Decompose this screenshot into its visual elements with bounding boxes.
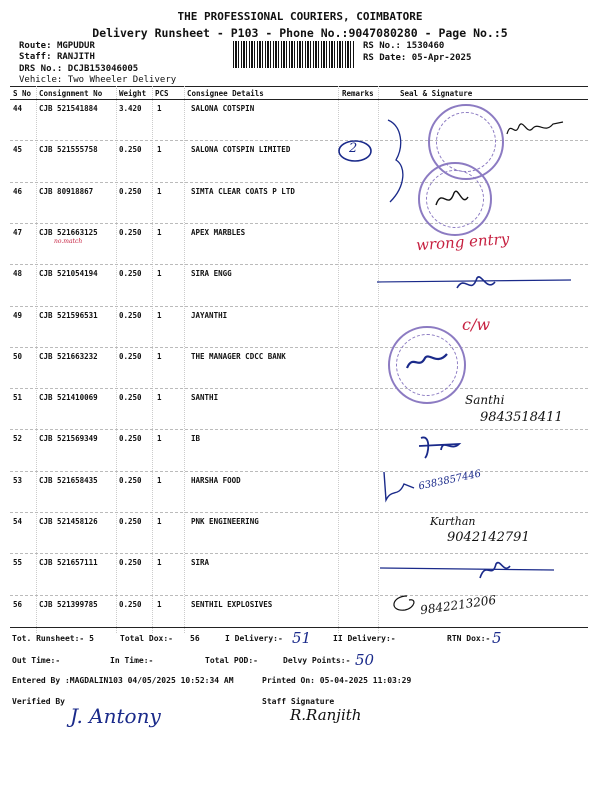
- signature-scribble: [378, 556, 558, 584]
- row-weight: 0.250: [119, 475, 142, 485]
- row-consignment: CJB 521541884: [39, 104, 98, 113]
- row-pcs: 1: [157, 186, 162, 196]
- row-details: PNK ENGINEERING: [191, 517, 259, 526]
- total-pod-label: Total POD:-: [205, 656, 258, 665]
- row-sno: 44: [13, 104, 23, 113]
- row-pcs: 1: [157, 351, 162, 361]
- row-details: SIMTA CLEAR COATS P LTD: [191, 186, 295, 196]
- verified-signature: J. Antony: [70, 704, 161, 728]
- row-weight: 0.250: [119, 517, 142, 526]
- row-weight: 0.250: [119, 145, 142, 155]
- row-sno: 55: [13, 558, 23, 568]
- row-sno: 47: [13, 227, 23, 237]
- row-sno: 49: [13, 310, 23, 320]
- staff-signature: R.Ranjith: [290, 706, 362, 724]
- row-divider: [10, 471, 588, 472]
- signature-scribble: [432, 185, 472, 215]
- row-details: IB: [191, 434, 201, 444]
- row-divider: [10, 182, 588, 183]
- row-details: APEX MARBLES: [191, 227, 246, 237]
- out-time-label: Out Time:-: [12, 656, 61, 665]
- runsheet-title: Delivery Runsheet - P103 - Phone No.:9047080280 - Page No.:5: [92, 26, 508, 40]
- row-divider: [10, 595, 588, 596]
- row-sno: 53: [13, 475, 23, 485]
- remark-note: 2: [349, 141, 358, 156]
- col-consignment: Consignment No: [39, 89, 103, 98]
- company-title: THE PROFESSIONAL COURIERS, COIMBATORE: [177, 10, 423, 23]
- route-label: Route:: [19, 41, 52, 51]
- i-delivery-label: I Delivery:-: [225, 634, 283, 643]
- table-row: [0, 434, 600, 475]
- staff-line: [19, 52, 95, 62]
- table-row: [0, 187, 600, 228]
- row-pcs: 1: [157, 145, 162, 155]
- row-details: HARSHA FOOD: [191, 475, 241, 485]
- row-pcs: 1: [157, 310, 162, 320]
- handwritten-note: wrong entry: [415, 229, 510, 255]
- entered-by: Entered By :MAGDALIN103 04/05/2025 10:52:34 AM: [12, 676, 234, 685]
- handwritten-note: no.match: [54, 238, 83, 245]
- handwritten-phone: 9842213206: [419, 592, 497, 618]
- row-divider: [10, 512, 588, 513]
- total-dox-value: 56: [190, 634, 200, 643]
- row-pcs: 1: [157, 517, 162, 526]
- row-pcs: 1: [157, 558, 162, 568]
- table-row: [0, 228, 600, 269]
- total-dox-label: Total Dox:-: [120, 634, 173, 643]
- rtn-dox-value: 5: [492, 629, 502, 647]
- vehicle-value: Two Wheeler Delivery: [67, 75, 177, 85]
- rs-date-value: 05-Apr-2025: [411, 53, 472, 63]
- row-consignment: CJB 521663232: [39, 351, 98, 361]
- row-details: SALONA COTSPIN: [191, 104, 255, 113]
- row-consignment: CJB 521410069: [39, 393, 98, 403]
- vehicle-line: [19, 75, 176, 85]
- signature-scribble: [380, 468, 420, 504]
- row-pcs: 1: [157, 599, 162, 609]
- table-row: [0, 352, 600, 393]
- handwritten-name: Kurthan: [430, 515, 476, 528]
- row-divider: [10, 388, 588, 389]
- row-consignment: CJB 521399785: [39, 599, 98, 609]
- row-details: SANTHI: [191, 393, 219, 403]
- staff-value: RANJITH: [56, 52, 95, 62]
- row-consignment: CJB 521657111: [39, 558, 98, 568]
- handwritten-note: c/w: [462, 315, 491, 334]
- row-divider: [10, 553, 588, 554]
- table-row: [0, 476, 600, 517]
- row-weight: 0.250: [119, 310, 142, 320]
- handwritten-phone: 6383857446: [417, 468, 483, 493]
- staff-signature-label: Staff Signature: [262, 697, 335, 706]
- table-row: [0, 311, 600, 352]
- route-line: [19, 41, 95, 51]
- col-details: Consignee Details: [187, 89, 264, 98]
- staff-label: Staff:: [19, 52, 52, 62]
- row-details: SALONA COTSPIN LIMITED: [191, 145, 291, 155]
- table-bottom-rule: [10, 627, 588, 628]
- row-consignment: CJB 80918867: [39, 186, 94, 196]
- route-value: MGPUDUR: [56, 41, 95, 51]
- row-weight: 0.250: [119, 269, 142, 279]
- row-weight: 0.250: [119, 351, 142, 361]
- row-divider: [10, 429, 588, 430]
- row-weight: 0.250: [119, 558, 142, 568]
- row-consignment: CJB 521555758: [39, 145, 98, 155]
- row-pcs: 1: [157, 227, 162, 237]
- row-divider: [10, 264, 588, 265]
- barcode: [233, 41, 355, 68]
- row-pcs: 1: [157, 393, 162, 403]
- row-weight: 0.250: [119, 393, 142, 403]
- signature-scribble: [387, 592, 421, 614]
- row-pcs: 1: [157, 269, 162, 279]
- row-consignment: CJB 521569349: [39, 434, 98, 444]
- row-consignment: CJB 521458126: [39, 517, 98, 526]
- row-consignment: CJB 521663125: [39, 227, 98, 237]
- handwritten-phone: 9042142791: [447, 530, 530, 545]
- handwritten-name: Santhi: [465, 393, 505, 407]
- verified-by-label: Verified By: [12, 697, 65, 706]
- row-weight: 0.250: [119, 227, 142, 237]
- row-pcs: 1: [157, 434, 162, 444]
- header-bottom-rule: [10, 99, 588, 100]
- rs-no-value: 1530460: [406, 41, 445, 51]
- signature-scribble: [375, 272, 575, 300]
- row-sno: 50: [13, 351, 23, 361]
- printed-on: Printed On: 05-04-2025 11:03:29: [262, 676, 412, 685]
- row-sno: 56: [13, 599, 23, 609]
- row-consignment: CJB 521658435: [39, 475, 98, 485]
- rs-date-line: [363, 53, 471, 63]
- table-row: [0, 145, 600, 186]
- row-sno: 52: [13, 434, 23, 444]
- col-pcs: PCS: [155, 89, 169, 98]
- row-sno: 45: [13, 145, 23, 155]
- signature-scribble: [505, 118, 565, 140]
- row-divider: [10, 347, 588, 348]
- rs-date-label: RS Date:: [363, 53, 407, 63]
- row-details: SIRA: [191, 558, 210, 568]
- row-weight: 3.420: [119, 104, 142, 113]
- row-pcs: 1: [157, 475, 162, 485]
- row-sno: 51: [13, 393, 23, 403]
- row-details: THE MANAGER CDCC BANK: [191, 351, 286, 361]
- rtn-dox-label: RTN Dox:-: [447, 634, 491, 643]
- row-details: SENTHIL EXPLOSIVES: [191, 599, 273, 609]
- row-weight: 0.250: [119, 186, 142, 196]
- bracket-scribble: [384, 116, 414, 206]
- row-sno: 54: [13, 517, 23, 526]
- row-divider: [10, 223, 588, 224]
- in-time-label: In Time:-: [110, 656, 154, 665]
- row-sno: 48: [13, 269, 23, 279]
- col-seal: Seal & Signature: [400, 89, 473, 98]
- delvy-points-label: Delvy Points:-: [283, 656, 351, 665]
- handwritten-phone: 9843518411: [480, 410, 563, 425]
- row-consignment: CJB 521054194: [39, 269, 98, 279]
- col-sno: S No: [13, 89, 32, 98]
- signature-scribble: [405, 350, 449, 372]
- row-divider: [10, 306, 588, 307]
- row-details: SIRA ENGG: [191, 269, 232, 279]
- col-remarks: Remarks: [342, 89, 374, 98]
- rs-no-label: RS No.:: [363, 41, 401, 51]
- ii-delivery-label: II Delivery:-: [333, 634, 396, 643]
- drs-line: [19, 64, 138, 74]
- row-details: JAYANTHI: [191, 310, 228, 320]
- row-pcs: 1: [157, 104, 162, 113]
- row-consignment: CJB 521596531: [39, 310, 98, 320]
- vehicle-label: Vehicle:: [19, 75, 63, 85]
- row-weight: 0.250: [119, 434, 142, 444]
- rs-no-line: [363, 41, 444, 51]
- drs-label: DRS No.:: [19, 64, 63, 74]
- signature-scribble: [415, 432, 465, 462]
- row-weight: 0.250: [119, 599, 142, 609]
- tot-runsheet: Tot. Runsheet:- 5: [12, 634, 94, 643]
- table-top-rule: [10, 86, 588, 87]
- delvy-points-value: 50: [355, 651, 375, 669]
- i-delivery-value: 51: [292, 629, 312, 647]
- col-weight: Weight: [119, 89, 147, 98]
- drs-value: DCJB153046005: [67, 64, 139, 74]
- row-sno: 46: [13, 186, 23, 196]
